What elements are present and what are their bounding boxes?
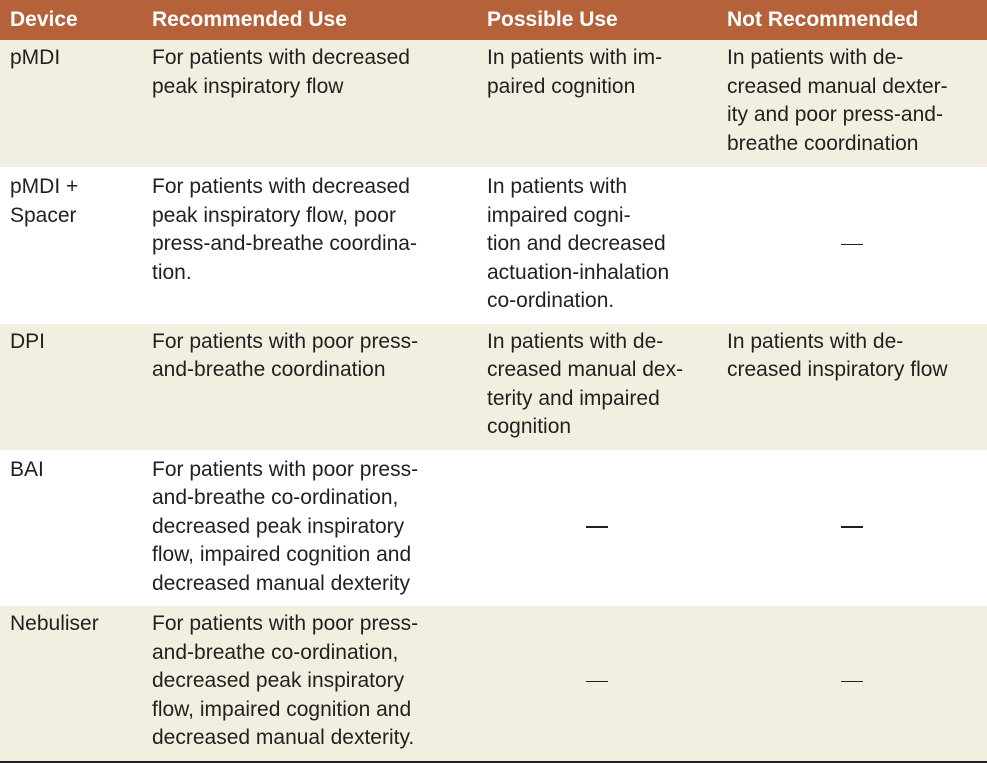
recommended-use-cell: For patients with decreased peak inspiratory flow, poor press-and-breathe coordina- tion. xyxy=(142,168,477,324)
header-device: Device xyxy=(0,0,142,40)
header-recommended-use: Recommended Use xyxy=(142,0,477,40)
table-row xyxy=(0,606,987,762)
device-cell: pMDI + Spacer xyxy=(0,168,142,324)
not-recommended-cell: In patients with de- creased manual dexter- ity and poor press-and- breathe coordination xyxy=(717,40,987,168)
possible-use-cell xyxy=(477,451,717,607)
device-cell: BAI xyxy=(0,451,142,607)
device-cell: pMDI xyxy=(0,40,142,168)
header-possible-use: Possible Use xyxy=(477,0,717,40)
recommended-use-cell: For patients with poor press- and-breathe co-ordination, decreased peak inspiratory flow, impaired cognition and decreased manual dexterity. xyxy=(142,606,477,762)
possible-use-cell: In patients with impaired cogni- tion and decreased actuation-inhalation co-ordination. xyxy=(477,168,717,324)
header-row xyxy=(0,0,987,40)
dash-mark xyxy=(841,681,863,683)
possible-use-cell: In patients with im- paired cognition xyxy=(477,40,717,168)
recommended-use-cell: For patients with poor press- and-breathe co-ordination, decreased peak inspiratory flow, impaired cognition and decreased manual dexterity xyxy=(142,451,477,607)
not-recommended-cell xyxy=(717,168,987,324)
table-row xyxy=(0,40,987,168)
not-recommended-cell xyxy=(717,606,987,762)
device-cell: Nebuliser xyxy=(0,606,142,762)
device-cell: DPI xyxy=(0,324,142,451)
dash-mark xyxy=(586,681,608,683)
recommended-use-cell: For patients with decreased peak inspiratory flow xyxy=(142,40,477,168)
not-recommended-cell xyxy=(717,451,987,607)
header-not-recommended: Not Recommended xyxy=(717,0,987,40)
table-row xyxy=(0,168,987,324)
recommended-use-cell: For patients with poor press- and-breathe coordination xyxy=(142,324,477,451)
not-recommended-cell: In patients with de- creased inspiratory flow xyxy=(717,324,987,451)
possible-use-cell: In patients with de- creased manual dex- terity and impaired cognition xyxy=(477,324,717,451)
table-row xyxy=(0,451,987,607)
table-row xyxy=(0,324,987,451)
dash-mark xyxy=(841,244,863,246)
possible-use-cell xyxy=(477,606,717,762)
dash-mark xyxy=(841,526,863,528)
dash-mark xyxy=(586,526,608,528)
